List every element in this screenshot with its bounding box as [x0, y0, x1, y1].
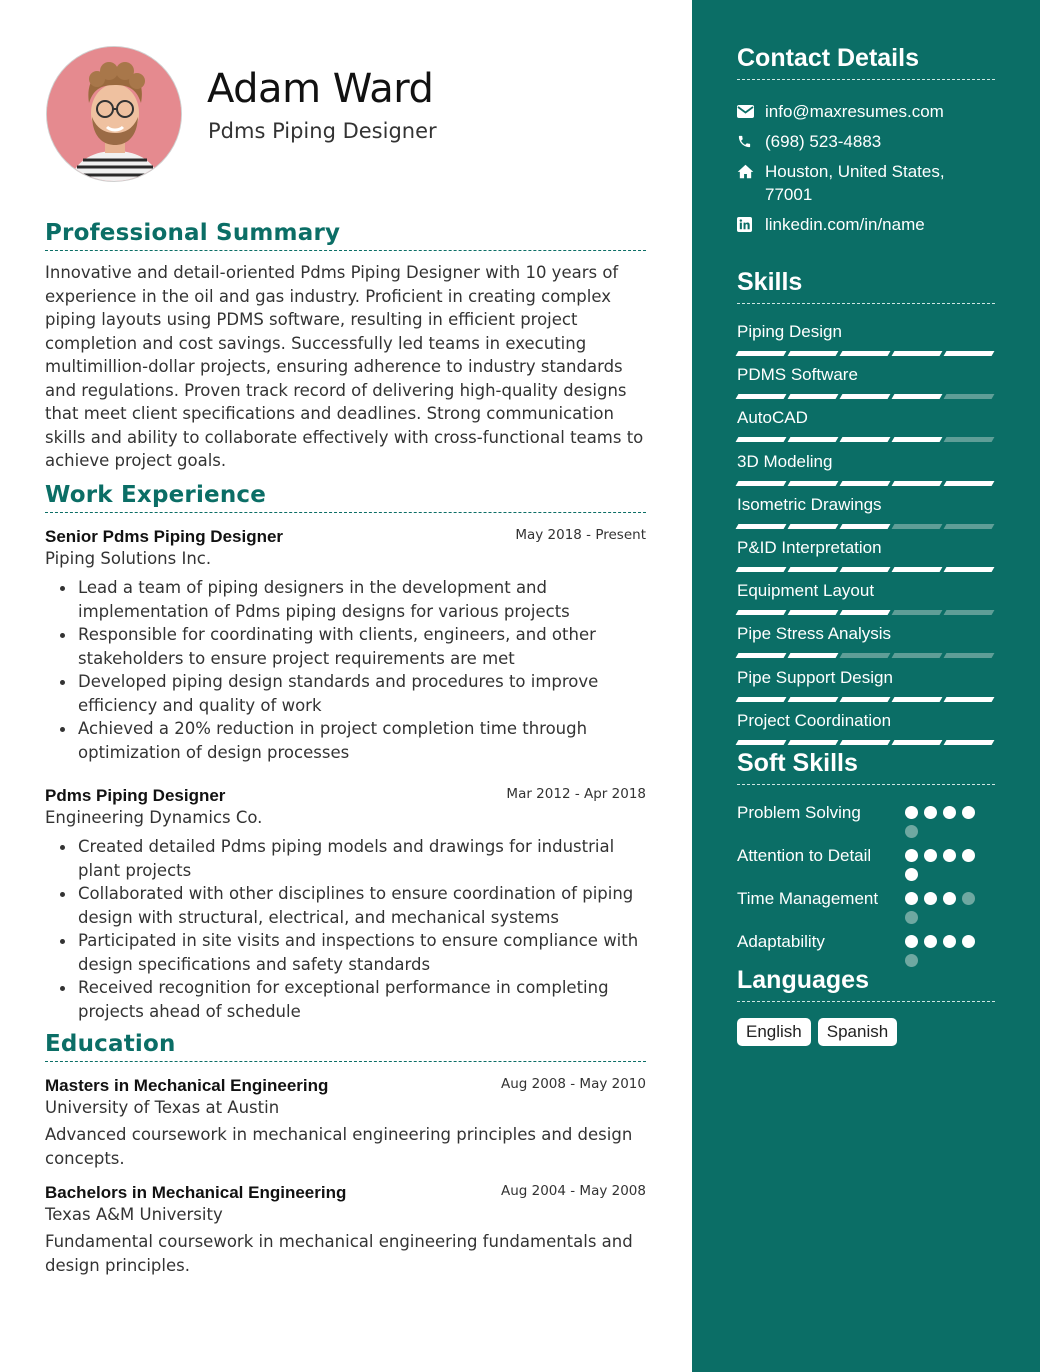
- job-date: May 2018 - Present: [515, 527, 646, 543]
- skill-level-bar: [737, 740, 993, 745]
- skill-level-segment: [840, 437, 891, 442]
- skill-name: PDMS Software: [737, 365, 858, 385]
- education-section: [45, 1031, 646, 1278]
- skill-level-segment: [892, 653, 943, 658]
- job-bullet: Developed piping design standards and procedures to improve efficiency and quality of work: [78, 670, 646, 717]
- avatar-illustration: [47, 47, 182, 182]
- candidate-name: Adam Ward: [207, 66, 434, 112]
- skill-name: Isometric Drawings: [737, 494, 882, 514]
- skill-item: [737, 624, 993, 658]
- soft-skill-rating: [905, 887, 975, 924]
- skill-level-bar: [737, 351, 993, 356]
- skill-level-segment: [944, 524, 995, 529]
- contact-list: [737, 100, 995, 243]
- skill-level-segment: [788, 394, 839, 399]
- skill-level-bar: [737, 481, 993, 486]
- linkedin-text: linkedin.com/in/name: [765, 215, 925, 234]
- skill-level-segment: [840, 481, 891, 486]
- summary-text: Innovative and detail-oriented Pdms Piping Designer with 10 years of experience in the oil and gas industry. Proficient in creating complex piping layouts using PDMS software, resulting in efficient project completion and cost savings. Successfully led teams in executing multimillion-dollar projects, ensuring adherence to industry standards and regulations. Proven track record of delivering high-quality designs that meet client specifications and deadlines. Strong communication skills and ability to collaborate effectively with cross-functional teams to achieve project goals.: [45, 263, 644, 470]
- skill-level-bar: [737, 653, 993, 658]
- skill-item: [737, 408, 993, 442]
- skill-level-segment: [736, 437, 787, 442]
- soft-skill-rating: [905, 930, 975, 967]
- education-heading: Education: [45, 1031, 646, 1062]
- skill-level-bar: [737, 567, 993, 572]
- skill-level-segment: [892, 567, 943, 572]
- job-entry: [45, 786, 646, 1023]
- languages-heading: Languages: [737, 966, 995, 1002]
- skill-level-segment: [892, 481, 943, 486]
- rating-dot: [905, 868, 918, 881]
- skill-item: [737, 495, 993, 529]
- skill-level-segment: [840, 394, 891, 399]
- language-tag: Spanish: [818, 1018, 897, 1046]
- soft-skill-name: Time Management: [737, 889, 879, 908]
- job-title: Pdms Piping Designer: [45, 786, 226, 805]
- sidebar: [692, 0, 1040, 1372]
- contact-heading: Contact Details: [737, 44, 995, 80]
- contact-phone[interactable]: [737, 130, 995, 153]
- soft-skill-name: Adaptability: [737, 932, 825, 951]
- skill-level-segment: [944, 481, 995, 486]
- skill-level-segment: [892, 740, 943, 745]
- skill-item: [737, 581, 993, 615]
- rating-dot: [962, 892, 975, 905]
- profile-photo: [46, 46, 182, 182]
- skill-level-segment: [788, 740, 839, 745]
- skill-level-segment: [944, 394, 995, 399]
- skill-name: Piping Design: [737, 322, 842, 341]
- skill-level-segment: [736, 567, 787, 572]
- skill-name: Equipment Layout: [737, 581, 875, 601]
- skill-level-bar: [737, 394, 993, 399]
- rating-dot: [924, 935, 937, 948]
- experience-heading: Work Experience: [45, 482, 646, 513]
- degree-title: Bachelors in Mechanical Engineering: [45, 1183, 347, 1202]
- skill-level-segment: [788, 610, 839, 615]
- address-text: Houston, United States, 77001: [765, 162, 945, 204]
- skill-item: [737, 365, 993, 399]
- contact-email[interactable]: [737, 100, 995, 123]
- education-entry: [45, 1183, 646, 1278]
- rating-dot: [943, 892, 956, 905]
- envelope-icon: [737, 100, 765, 123]
- contact-linkedin[interactable]: [737, 213, 995, 236]
- skill-level-segment: [736, 740, 787, 745]
- summary-heading: Professional Summary: [45, 220, 646, 251]
- skill-level-segment: [892, 394, 943, 399]
- skill-level-bar: [737, 610, 993, 615]
- skill-level-segment: [788, 437, 839, 442]
- rating-dot: [962, 935, 975, 948]
- skill-level-segment: [892, 697, 943, 702]
- phone-icon: [737, 130, 765, 153]
- skill-level-segment: [944, 567, 995, 572]
- skill-level-segment: [944, 740, 995, 745]
- skill-level-segment: [736, 524, 787, 529]
- skill-level-segment: [840, 740, 891, 745]
- skill-item: [737, 668, 993, 702]
- job-bullet: Collaborated with other disciplines to ensure coordination of piping design with structural, electrical, and mechanical systems: [78, 882, 646, 929]
- skill-item: [737, 538, 993, 572]
- skill-level-bar: [737, 524, 993, 529]
- rating-dot: [905, 806, 918, 819]
- soft-skill-rating: [905, 801, 975, 838]
- skill-level-segment: [944, 437, 995, 442]
- skill-item: [737, 322, 993, 356]
- phone-text: (698) 523-4883: [765, 132, 882, 151]
- skill-level-segment: [840, 697, 891, 702]
- skill-level-segment: [788, 351, 839, 356]
- rating-dot: [905, 892, 918, 905]
- job-bullet: Created detailed Pdms piping models and drawings for industrial plant projects: [78, 835, 646, 882]
- education-date: Aug 2008 - May 2010: [500, 1076, 646, 1092]
- education-description: Fundamental coursework in mechanical engineering fundamentals and design principles.: [45, 1232, 633, 1275]
- skill-level-bar: [737, 437, 993, 442]
- rating-dot: [905, 911, 918, 924]
- skill-level-segment: [840, 351, 891, 356]
- skill-level-segment: [736, 610, 787, 615]
- soft-skills-heading: Soft Skills: [737, 749, 995, 785]
- rating-dot: [905, 849, 918, 862]
- skill-level-segment: [788, 481, 839, 486]
- skill-name: P&ID Interpretation: [737, 538, 882, 557]
- rating-dot: [924, 806, 937, 819]
- skill-level-bar: [737, 697, 993, 702]
- degree-title: Masters in Mechanical Engineering: [45, 1076, 329, 1095]
- skill-level-segment: [892, 351, 943, 356]
- skill-level-segment: [736, 394, 787, 399]
- education-description: Advanced coursework in mechanical engineering principles and design concepts.: [45, 1125, 633, 1168]
- home-icon: [737, 160, 765, 183]
- soft-skill-item: [737, 930, 995, 967]
- skill-level-segment: [892, 524, 943, 529]
- rating-dot: [924, 892, 937, 905]
- email-text: info@maxresumes.com: [765, 102, 944, 121]
- soft-skill-item: [737, 844, 995, 881]
- skill-level-segment: [788, 524, 839, 529]
- rating-dot: [905, 825, 918, 838]
- job-bullet: Lead a team of piping designers in the development and implementation of Pdms piping designs for various projects: [78, 576, 646, 623]
- contact-address: [737, 160, 995, 206]
- skill-level-segment: [840, 610, 891, 615]
- job-title: Senior Pdms Piping Designer: [45, 527, 284, 546]
- job-bullet: Achieved a 20% reduction in project completion time through optimization of design processes: [78, 717, 646, 764]
- soft-skill-item: [737, 887, 995, 924]
- soft-skill-item: [737, 801, 995, 838]
- linkedin-icon: [737, 213, 765, 236]
- skill-level-segment: [736, 481, 787, 486]
- soft-skill-name: Attention to Detail: [737, 846, 872, 865]
- skill-level-segment: [736, 653, 787, 658]
- skill-level-segment: [736, 351, 787, 356]
- job-company: Engineering Dynamics Co.: [45, 808, 263, 827]
- skill-level-segment: [892, 610, 943, 615]
- skill-name: AutoCAD: [737, 408, 808, 428]
- school-name: Texas A&M University: [45, 1205, 223, 1224]
- skill-name: 3D Modeling: [737, 451, 833, 471]
- rating-dot: [943, 849, 956, 862]
- skill-level-segment: [736, 697, 787, 702]
- skill-level-segment: [944, 697, 995, 702]
- soft-skill-name: Problem Solving: [737, 803, 861, 822]
- rating-dot: [943, 935, 956, 948]
- job-bullets: [45, 576, 646, 764]
- job-entry: [45, 527, 646, 764]
- job-bullets: [45, 835, 646, 1023]
- skill-level-segment: [840, 653, 891, 658]
- skill-level-segment: [788, 653, 839, 658]
- skill-name: Project Coordination: [737, 710, 892, 730]
- skill-name: Pipe Stress Analysis: [737, 624, 892, 644]
- skill-item: [737, 711, 993, 745]
- rating-dot: [962, 806, 975, 819]
- education-entry: [45, 1076, 646, 1171]
- skills-heading: Skills: [737, 268, 995, 304]
- experience-section: [45, 482, 646, 1023]
- job-bullet: Participated in site visits and inspections to ensure compliance with design specifications and safety standards: [78, 929, 646, 976]
- skill-level-segment: [840, 524, 891, 529]
- job-bullet: Received recognition for exceptional performance in completing projects ahead of schedule: [78, 976, 646, 1023]
- skill-level-segment: [944, 653, 995, 658]
- education-date: Aug 2004 - May 2008: [500, 1183, 646, 1199]
- rating-dot: [962, 849, 975, 862]
- languages-list: [737, 1018, 897, 1046]
- job-date: Mar 2012 - Apr 2018: [506, 786, 646, 802]
- job-bullet: Responsible for coordinating with clients, engineers, and other stakeholders to ensure project requirements are met: [78, 623, 646, 670]
- job-company: Piping Solutions Inc.: [45, 549, 212, 568]
- school-name: University of Texas at Austin: [45, 1098, 280, 1117]
- skill-level-segment: [892, 437, 943, 442]
- soft-skill-rating: [905, 844, 975, 881]
- rating-dot: [905, 935, 918, 948]
- skill-level-segment: [944, 610, 995, 615]
- rating-dot: [943, 806, 956, 819]
- skill-item: [737, 452, 993, 486]
- language-tag: English: [737, 1018, 811, 1046]
- summary-section: [45, 220, 646, 473]
- rating-dot: [924, 849, 937, 862]
- skill-level-segment: [788, 567, 839, 572]
- skill-level-segment: [788, 697, 839, 702]
- skill-level-segment: [840, 567, 891, 572]
- candidate-role: Pdms Piping Designer: [208, 119, 437, 143]
- soft-skills-list: [737, 801, 995, 973]
- skill-name: Pipe Support Design: [737, 667, 893, 687]
- skill-level-segment: [944, 351, 995, 356]
